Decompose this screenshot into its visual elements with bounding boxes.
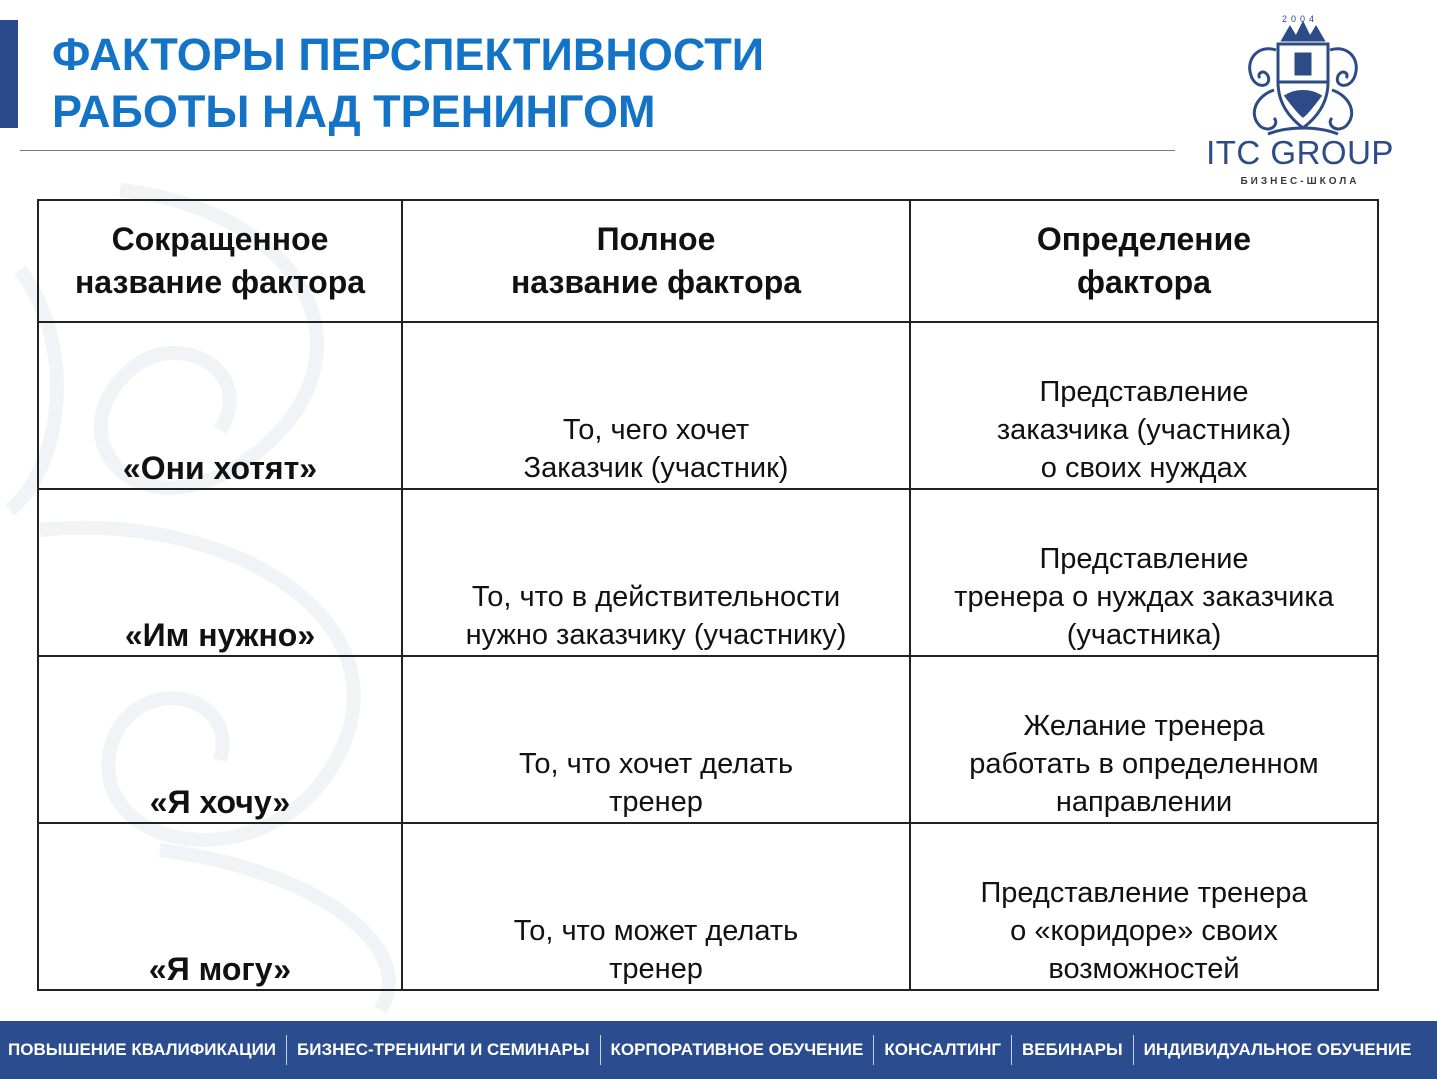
full-name-line: То, чего хочет xyxy=(562,414,750,446)
full-name-line: нужно заказчику (участнику) xyxy=(465,619,847,651)
table-header-row xyxy=(38,200,1378,322)
definition-line: направлении xyxy=(1055,786,1233,818)
definition-line: о своих нуждах xyxy=(1040,452,1248,484)
header-line: название фактора xyxy=(74,264,366,300)
footer-item: ПОВЫШЕНИЕ КВАЛИФИКАЦИИ xyxy=(8,1040,277,1059)
full-name-line: То, что может делать xyxy=(513,915,799,947)
footer-separator xyxy=(1011,1035,1012,1065)
title-divider xyxy=(20,150,1175,151)
footer-separator xyxy=(286,1035,287,1065)
logo-name: ITC GROUP xyxy=(1206,134,1394,171)
short-name: «Они хотят» xyxy=(122,450,318,486)
short-name-cell xyxy=(38,489,402,656)
header-short-name xyxy=(38,200,402,322)
header-line: Определение xyxy=(1036,221,1252,257)
definition-cell xyxy=(910,656,1378,823)
definition-line: Представление тренера xyxy=(980,877,1308,909)
full-name-cell xyxy=(402,656,910,823)
footer-separator xyxy=(873,1035,874,1065)
table-row xyxy=(38,656,1378,823)
logo-year: 2004 xyxy=(1281,14,1319,24)
title-line-2: РАБОТЫ НАД ТРЕНИНГОМ xyxy=(52,86,656,137)
short-name-cell xyxy=(38,656,402,823)
short-name: «Я могу» xyxy=(148,951,292,987)
logo-subtitle: БИЗНЕС-ШКОЛА xyxy=(1240,176,1360,187)
definition-line: Желание тренера xyxy=(1023,710,1265,742)
header-full-name xyxy=(402,200,910,322)
full-name-cell xyxy=(402,322,910,489)
header-definition xyxy=(910,200,1378,322)
short-name: «Я хочу» xyxy=(149,784,291,820)
definition-line: Представление xyxy=(1039,376,1249,408)
definition-line: возможностей xyxy=(1048,953,1240,985)
title-line-1: ФАКТОРЫ ПЕРСПЕКТИВНОСТИ xyxy=(52,29,765,80)
full-name-line: тренер xyxy=(609,786,703,818)
full-name-line: тренер xyxy=(609,953,703,985)
definition-line: о «коридоре» своих xyxy=(1010,915,1278,947)
definition-line: работать в определенном xyxy=(969,748,1319,780)
full-name-line: То, что хочет делать xyxy=(518,748,794,780)
full-name-line: То, что в действительности xyxy=(471,581,841,613)
crest-icon xyxy=(1238,20,1368,142)
table-row xyxy=(38,322,1378,489)
full-name-line: Заказчик (участник) xyxy=(523,452,789,484)
definition-line: Представление xyxy=(1039,543,1249,575)
full-name-cell xyxy=(402,489,910,656)
header-line: фактора xyxy=(1077,264,1211,300)
table-row xyxy=(38,823,1378,990)
footer-item: КОРПОРАТИВНОЕ ОБУЧЕНИЕ xyxy=(610,1040,864,1059)
header-line: Полное xyxy=(596,221,716,257)
footer-separator xyxy=(600,1035,601,1065)
definition-cell xyxy=(910,322,1378,489)
footer-bar xyxy=(0,1021,1437,1079)
factors-table xyxy=(37,199,1379,991)
page-title xyxy=(52,26,764,140)
company-logo xyxy=(1200,8,1400,193)
header-line: Сокращенное xyxy=(111,221,329,257)
short-name: «Им нужно» xyxy=(124,617,316,653)
accent-bar xyxy=(0,20,18,128)
definition-line: (участника) xyxy=(1066,619,1222,651)
footer-item: ИНДИВИДУАЛЬНОЕ ОБУЧЕНИЕ xyxy=(1143,1040,1412,1059)
definition-line: тренера о нуждах заказчика xyxy=(954,581,1334,613)
short-name-cell xyxy=(38,322,402,489)
footer-item: БИЗНЕС-ТРЕНИНГИ И СЕМИНАРЫ xyxy=(297,1040,590,1059)
footer-item: КОНСАЛТИНГ xyxy=(884,1040,1002,1059)
definition-cell xyxy=(910,823,1378,990)
table-row xyxy=(38,489,1378,656)
header-line: название фактора xyxy=(510,264,802,300)
footer-item: ВЕБИНАРЫ xyxy=(1022,1040,1123,1059)
footer-separator xyxy=(1133,1035,1134,1065)
short-name-cell xyxy=(38,823,402,990)
full-name-cell xyxy=(402,823,910,990)
definition-line: заказчика (участника) xyxy=(996,414,1292,446)
definition-cell xyxy=(910,489,1378,656)
